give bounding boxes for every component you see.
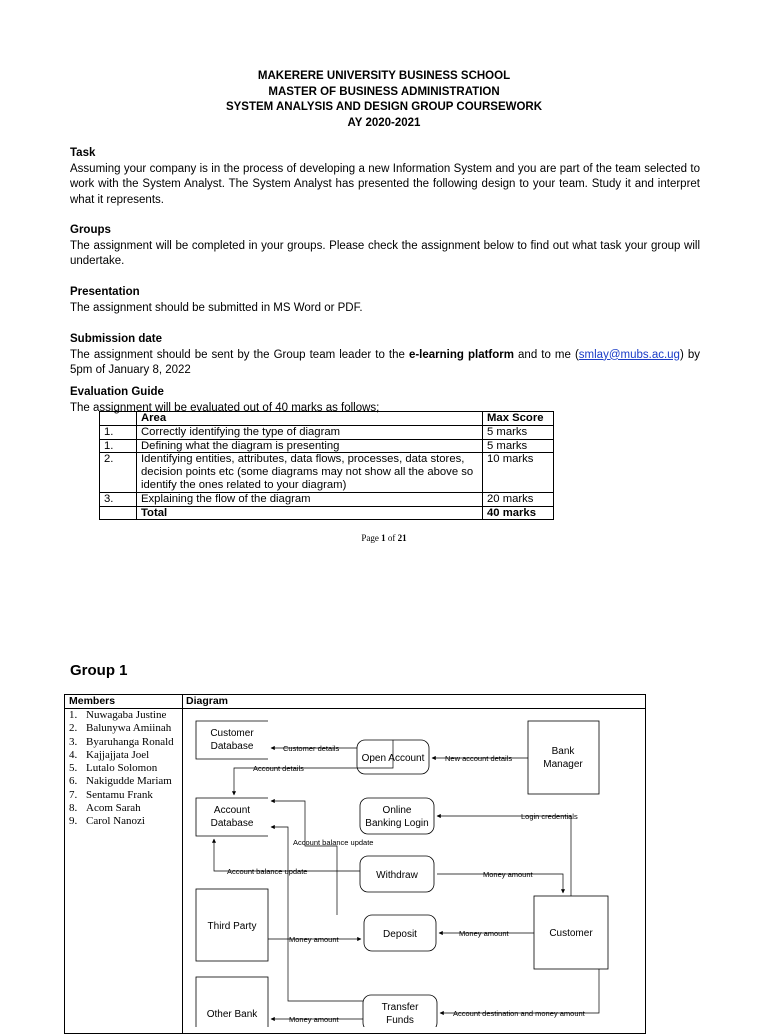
third-party-label: Third Party: [207, 921, 257, 932]
header-line-3: SYSTEM ANALYSIS AND DESIGN GROUP COURSEWORK: [225, 101, 543, 113]
task-heading: Task: [70, 147, 96, 159]
other-bank-entity: [196, 977, 268, 1027]
table-total-label: Total: [137, 506, 483, 520]
list-item: [69, 815, 181, 828]
list-item: [69, 762, 181, 775]
presentation-section: [70, 285, 700, 316]
member-name: Byaruhanga Ronald: [86, 735, 174, 748]
evaluation-table: [99, 411, 554, 520]
member-number: 7.: [69, 788, 78, 801]
pager-prefix: Page: [361, 533, 382, 543]
diagram-header: Diagram: [186, 695, 229, 707]
member-number: 6.: [69, 775, 78, 788]
table-cell-score: 5 marks: [483, 439, 554, 453]
table-cell-num: 1.: [100, 439, 137, 453]
list-item: [69, 736, 181, 749]
member-name: Balunywa Amiinah: [86, 722, 172, 735]
list-item: [69, 709, 181, 722]
table-row: [100, 453, 554, 492]
member-number: 2.: [69, 722, 78, 735]
submission-heading: Submission date: [70, 333, 163, 345]
label-account-balance-update: Account balance update: [293, 838, 374, 847]
table-total-row: [100, 506, 554, 520]
pager-of: of: [385, 533, 398, 543]
member-name: Nuwagaba Justine: [86, 709, 167, 721]
bank-manager-label-1: Bank: [551, 746, 575, 757]
evaluation-intro: The assignment will be evaluated out of 40 marks as follows;: [70, 401, 380, 414]
table-cell-num: 2.: [100, 453, 137, 492]
bank-manager-label-2: Manager: [543, 759, 583, 770]
table-cell-score: 5 marks: [483, 425, 554, 439]
deposit-label: Deposit: [383, 929, 417, 940]
online-banking-process: [360, 798, 434, 834]
other-bank-label: Other Bank: [206, 1009, 258, 1020]
table-header-area: Area: [137, 412, 483, 426]
label-money-amount-withdraw: Money amount: [483, 870, 533, 879]
list-item: [69, 749, 181, 762]
member-number: 1.: [69, 709, 78, 721]
group-table: [64, 694, 646, 1034]
table-cell-num: [100, 506, 137, 520]
online-banking-label-1: Online: [382, 805, 412, 816]
evaluation-heading: Evaluation Guide: [70, 386, 164, 398]
submission-text-pre: The assignment should be sent by the Group team leader to the: [70, 348, 409, 361]
table-header-score: Max Score: [483, 412, 554, 426]
account-db-label-1: Account: [213, 805, 251, 816]
label-customer-details: Customer details: [283, 744, 340, 753]
table-cell-area: Identifying entities, attributes, data flows, processes, data stores, decision points etc (some diagrams may not show all the above so identify the ones related to your diagram): [137, 453, 483, 492]
member-name: Carol Nanozi: [86, 815, 145, 828]
submission-body: [70, 348, 700, 379]
presentation-body: The assignment should be submitted in MS Word or PDF.: [70, 301, 363, 314]
withdraw-label: Withdraw: [376, 870, 418, 881]
email-link[interactable]: smlay@mubs.ac.ug: [578, 348, 680, 361]
header-line-1: MAKERERE UNIVERSITY BUSINESS SCHOOL: [257, 70, 511, 82]
transfer-funds-process: [363, 995, 437, 1027]
page-number: [0, 533, 768, 543]
header-line-2: MASTER OF BUSINESS ADMINISTRATION: [268, 85, 500, 98]
table-cell-num: 1.: [100, 425, 137, 439]
table-cell-area: Explaining the flow of the diagram: [137, 492, 483, 506]
bank-manager-entity: [528, 721, 599, 794]
members-header: Members: [69, 695, 116, 707]
member-number: 5.: [69, 762, 78, 775]
member-number: 3.: [69, 735, 78, 748]
task-body: Assuming your company is in the process of developing a new Information System and you are part of the team selected to work with the System Analyst. The System Analyst has presented the following design to your team. Study it and interpret what it represents.: [70, 162, 700, 206]
table-cell-num: 3.: [100, 492, 137, 506]
list-item: [69, 775, 181, 788]
pager-current: 1: [381, 533, 386, 543]
table-row: [100, 425, 554, 439]
group-title: Group 1: [70, 662, 128, 679]
table-cell-score: 10 marks: [483, 453, 554, 492]
task-section: [70, 146, 700, 208]
member-number: 9.: [69, 815, 78, 828]
table-cell-area: Defining what the diagram is presenting: [137, 439, 483, 453]
groups-body: The assignment will be completed in your groups. Please check the assignment below to find out what task your group will undertake.: [70, 239, 700, 267]
table-header-num: [100, 412, 137, 426]
label-login-credentials: Login credentials: [521, 812, 578, 821]
label-money-amount-deposit: Money amount: [459, 929, 509, 938]
header-line-4: AY 2020-2021: [347, 116, 421, 129]
list-item: [69, 802, 181, 815]
online-banking-label-2: Banking Login: [365, 818, 429, 829]
transfer-label-2: Funds: [386, 1015, 414, 1026]
list-item: [69, 722, 181, 735]
member-name: Nakigudde Mariam: [86, 775, 172, 788]
withdraw-process: [360, 856, 434, 892]
table-row: [100, 439, 554, 453]
members-list: [69, 709, 181, 829]
third-party-entity: [196, 889, 268, 961]
deposit-process: [364, 915, 436, 951]
table-cell-area: Correctly identifying the type of diagram: [137, 425, 483, 439]
label-account-details: Account details: [253, 764, 304, 773]
list-item: [69, 789, 181, 802]
customer-db-label-1: Customer: [210, 728, 254, 739]
account-db-label-2: Database: [210, 818, 254, 829]
submission-text-post: ) by 5pm of January 8, 2022: [70, 348, 700, 376]
pager-total: 21: [397, 533, 407, 543]
data-flow-diagram: [183, 709, 645, 1027]
table-cell-score: 20 marks: [483, 492, 554, 506]
groups-heading: Groups: [70, 224, 111, 236]
presentation-heading: Presentation: [70, 286, 140, 298]
open-account-label: Open Account: [361, 753, 425, 764]
label-new-account-details: New account details: [445, 754, 513, 763]
member-name: Kajjajjata Joel: [86, 748, 150, 761]
label-money-amount-third-party: Money amount: [289, 935, 339, 944]
transfer-label-1: Transfer: [381, 1002, 419, 1013]
label-money-amount-other-bank: Money amount: [289, 1015, 339, 1024]
label-account-balance-update-2: Account balance update: [227, 867, 308, 876]
customer-db-label-2: Database: [210, 741, 254, 752]
table-header-row: [100, 412, 554, 426]
document-header: [0, 69, 768, 131]
customer-entity: [534, 896, 608, 969]
submission-section: [70, 332, 700, 379]
submission-platform: e-learning platform: [408, 348, 514, 361]
member-name: Acom Sarah: [86, 802, 141, 815]
member-number: 4.: [69, 748, 78, 761]
member-number: 8.: [69, 802, 78, 815]
customer-entity-label: Customer: [549, 928, 593, 939]
submission-text-mid: and to me (: [513, 348, 579, 361]
groups-section: [70, 223, 700, 270]
member-name: Sentamu Frank: [86, 788, 153, 801]
table-row: [100, 492, 554, 506]
table-total-score: 40 marks: [483, 506, 554, 520]
label-account-destination: Account destination and money amount: [453, 1009, 585, 1018]
member-name: Lutalo Solomon: [86, 762, 158, 775]
account-database-store: [196, 798, 268, 836]
customer-database-store: [196, 721, 268, 759]
